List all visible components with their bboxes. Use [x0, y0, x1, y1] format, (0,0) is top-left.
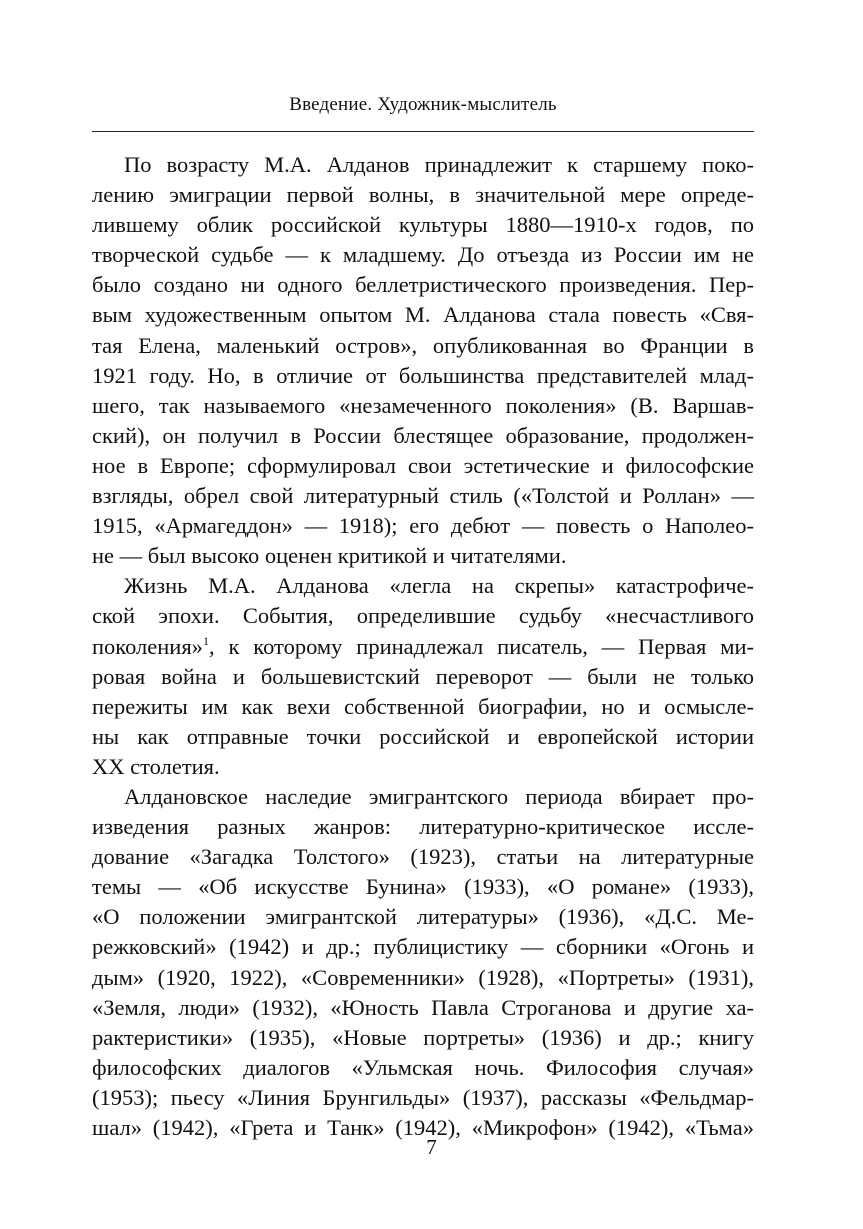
paragraph-1-line: шего, так называемого «незамеченного поколения» (В. Варшав- [92, 392, 754, 418]
paragraph-3-line: режковский» (1942) и др.; публицистику — сборники «Огонь и [92, 934, 754, 960]
paragraph-2-line: ровая война и большевистский переворот — были не только [92, 663, 754, 689]
paragraph-3-line: изведения разных жанров: литературно-критическое иссле- [92, 814, 754, 840]
paragraph-3-line: дование «Загадка Толстого» (1923), статьи на литературные [92, 844, 754, 870]
paragraph-1-line: взгляды, обрел свой литературный стиль («Толстой и Роллан» — [92, 483, 754, 509]
paragraph-1-line: По возрасту М.А. Алданов принадлежит к старшему поко- [124, 152, 754, 177]
paragraph-1-line: 1915, «Армагеддон» — 1918); его дебют — повесть о Наполео- [92, 513, 754, 539]
paragraph-2-text: , к которому принадлежал писатель, — Первая ми- [208, 633, 754, 659]
paragraph-3-line: Алдановское наследие эмигрантского периода вбирает про- [124, 783, 754, 809]
paragraph-1-line: творческой судьбе — к младшему. До отъезда из России им не [92, 242, 754, 268]
body-text [92, 150, 754, 1143]
footnote-reference[interactable]: 1 [202, 633, 209, 648]
paragraph-3-line: темы — «Об искусстве Бунина» (1933), «О романе» (1933), [92, 874, 754, 900]
paragraph-1-line: вым художественным опытом М. Алданова стала повесть «Свя- [92, 302, 754, 328]
paragraph-3-line: «Земля, люди» (1932), «Юность Павла Строганова и другие ха- [92, 994, 754, 1020]
paragraph-2-line: ны как отправные точки российской и европейской истории [92, 723, 754, 749]
paragraph-3-line: философских диалогов «Ульмская ночь. Философия случая» [92, 1054, 754, 1080]
running-head: Введение. Художник-мыслитель [289, 94, 557, 115]
paragraph-1-line: лившему облик российской культуры 1880—1910-х годов, по [92, 212, 754, 238]
paragraph-1-line: лению эмиграции первой волны, в значительной мере опреде- [92, 182, 754, 208]
paragraph-2-line-with-footnote [92, 632, 754, 662]
paragraph-1-line: 1921 году. Но, в отличие от большинства представителей млад- [92, 362, 754, 388]
paragraph-2-line: Жизнь М.А. Алданова «легла на скрепы» катастрофиче- [124, 573, 754, 599]
paragraph-2-line: ской эпохи. События, определившие судьбу «несчастливого [92, 603, 754, 629]
page-number: 7 [426, 1135, 437, 1159]
header-rule [92, 131, 754, 132]
paragraph-1-line: не — был высоко оценен критикой и читателями. [92, 543, 567, 569]
paragraph-3-line: (1953); пьесу «Линия Брунгильды» (1937), рассказы «Фельдмар- [92, 1084, 754, 1110]
paragraph-3-line: рактеристики» (1935), «Новые портреты» (1936) и др.; книгу [92, 1024, 754, 1050]
paragraph-3-line: «О положении эмигрантской литературы» (1936), «Д.С. Ме- [92, 904, 754, 930]
paragraph-1-line: было создано ни одного беллетристического произведения. Пер- [92, 272, 754, 298]
paragraph-2-line: пережиты им как вехи собственной биографии, но и осмысле- [92, 693, 754, 719]
paragraph-1-line: ский), он получил в России блестящее образование, продолжен- [92, 422, 754, 448]
paragraph-3-line: шал» (1942), «Грета и Танк» (1942), «Микрофон» (1942), «Тьма» [92, 1115, 754, 1140]
paragraph-1-line: ное в Европе; сформулировал свои эстетические и философские [92, 452, 754, 478]
paragraph-3-line: дым» (1920, 1922), «Современники» (1928), «Портреты» (1931), [92, 964, 754, 990]
paragraph-2-text: поколения» [92, 633, 203, 659]
paragraph-2-line: XX столетия. [92, 753, 220, 779]
paragraph-1-line: тая Елена, маленький остров», опубликованная во Франции в [92, 332, 754, 358]
